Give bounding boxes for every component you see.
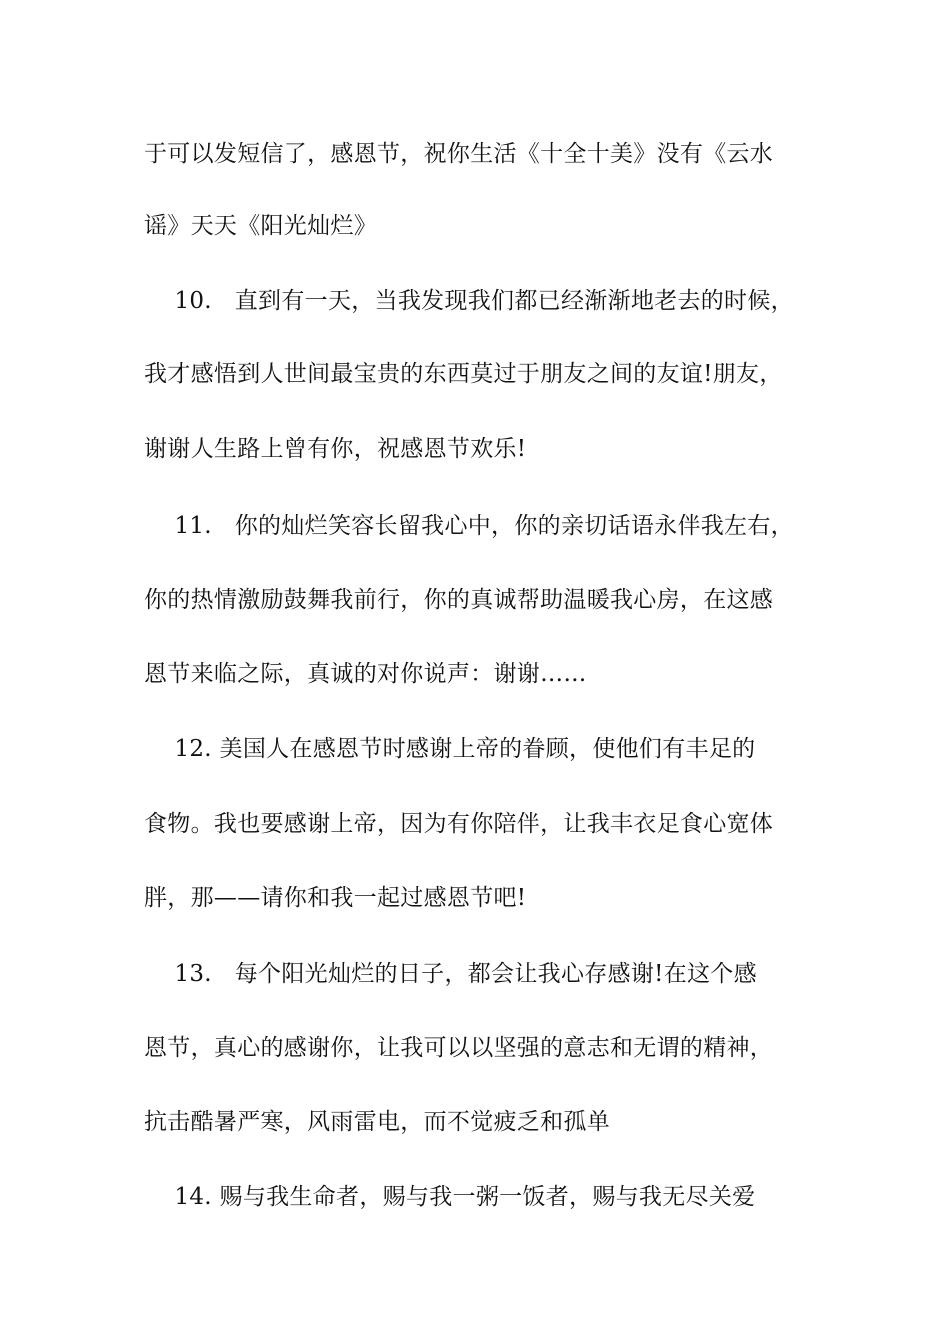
text-line: 恩节，真心的感谢你，让我可以以坚强的意志和无谓的精神， [144, 1035, 774, 1061]
text-line: 我才感悟到人世间最宝贵的东西莫过于朋友之间的友谊!朋友， [144, 361, 783, 387]
text-line: 10. 直到有一天，当我发现我们都已经渐渐地老去的时候， [144, 288, 794, 314]
text-line: 11. 你的灿烂笑容长留我心中，你的亲切话语永伴我左右， [144, 513, 794, 539]
text-line: 14. 赐与我生命者，赐与我一粥一饭者，赐与我无尽关爱 [144, 1184, 756, 1210]
text-line: 13. 每个阳光灿烂的日子，都会让我心存感谢!在这个感 [144, 961, 757, 987]
text-line: 你的热情激励鼓舞我前行，你的真诚帮助温暖我心房，在这感 [144, 587, 774, 613]
text-line: 胖，那——请你和我一起过感恩节吧! [144, 885, 527, 911]
text-line: 恩节来临之际，真诚的对你说声：谢谢…… [144, 661, 587, 687]
text-line: 谢谢人生路上曾有你，祝感恩节欢乐! [144, 436, 527, 462]
text-line: 食物。我也要感谢上帝，因为有你陪伴，让我丰衣足食心宽体 [144, 811, 774, 837]
text-line: 12. 美国人在感恩节时感谢上帝的眷顾，使他们有丰足的 [144, 736, 756, 762]
text-line: 于可以发短信了，感恩节，祝你生活《十全十美》没有《云水 [144, 141, 774, 167]
text-line: 谣》天天《阳光灿烂》 [144, 213, 377, 239]
text-line: 抗击酷暑严寒，风雨雷电，而不觉疲乏和孤单 [144, 1109, 610, 1135]
